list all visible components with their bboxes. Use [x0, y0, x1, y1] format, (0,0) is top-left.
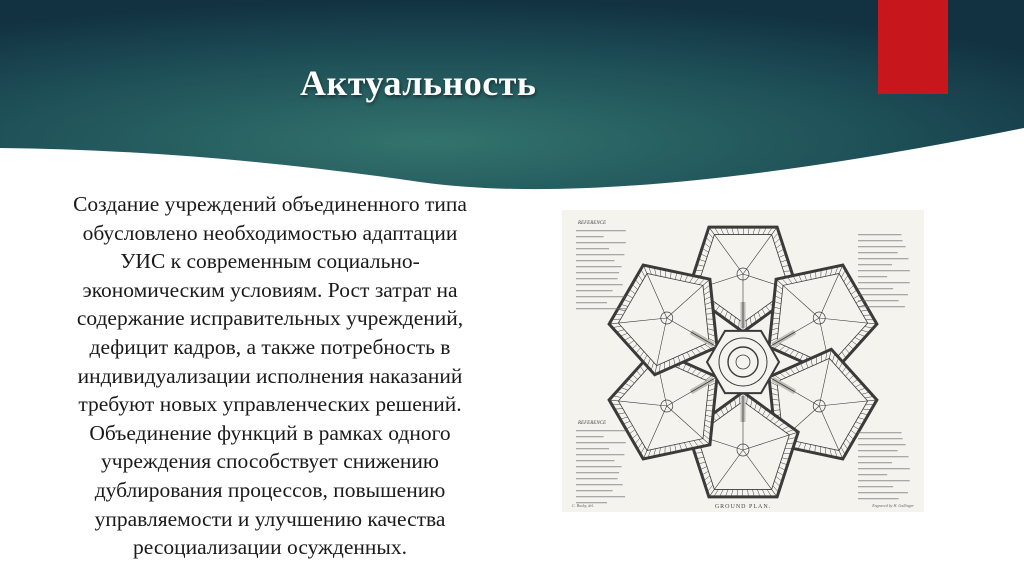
signature-left: C. Busby, del. [572, 503, 595, 508]
slide-title: Актуальность [300, 63, 537, 103]
body-line: учреждения способствует снижению [101, 449, 439, 474]
legend-heading-top: REFERENCE [578, 221, 607, 226]
prison-ground-plan-figure [562, 210, 924, 512]
body-text [20, 190, 520, 562]
body-line: дефицит кадров, а также потребность в [89, 334, 451, 359]
body-line: требуют новых управленческих решений. [78, 392, 462, 417]
body-line: Объединение функций в рамках одного [89, 420, 451, 445]
body-line: экономическим условиям. Рост затрат на [82, 277, 458, 302]
body-line: обусловлено необходимостью адаптации [82, 220, 458, 245]
plan-caption: GROUND PLAN. [714, 504, 772, 510]
body-line: УИС к современным социально- [120, 249, 420, 274]
accent-bar [878, 0, 948, 94]
body-line: Создание учреждений объединенного типа [73, 192, 467, 216]
body-line: индивидуализации исполнения наказаний [77, 363, 463, 388]
signature-right: Engraved by H. Gallinger [872, 503, 914, 508]
body-line: дублирования процессов, повышению [94, 477, 446, 502]
ground-plan-drawing [562, 210, 924, 512]
body-line: ресоциализации осужденных. [133, 535, 407, 560]
body-line: содержание исправительных учреждений, [76, 306, 464, 331]
legend-heading-bottom: REFERENCE [578, 421, 607, 426]
body-line: управляемости и улучшению качества [94, 506, 446, 531]
